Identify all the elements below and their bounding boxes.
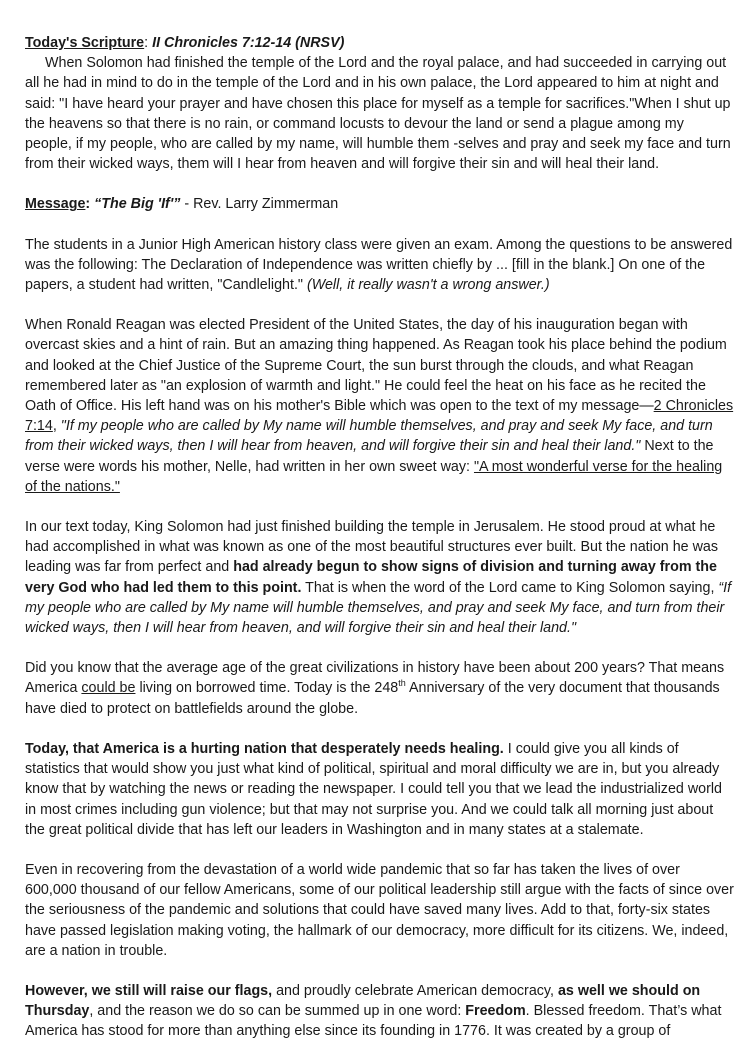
paragraph-solomon-bold: had already begun to show signs of division and turning away from the very God who had led them to this point. [25,559,717,596]
scripture-heading: Today's Scripture [25,35,145,51]
message-heading: Message [25,196,86,213]
paragraph-freedom-text-c: . Blessed freedom. That’s what America has stood for more than anything else since its founding in 1776. It was created by a group of [25,1003,722,1040]
paragraph-solomon-quote: “If my people who are called by My name will humble themselves, and pray and seek My face, and turn from their wicked ways, then I will hear from heaven, and will forgive their sin and heal their land." [25,579,732,637]
paragraph-hurting-nation-text: I could give you all kinds of statistics that would show you just what kind of political, spiritual and moral difficulty we are in, but you already know that by watching the news or reading the newspaper. I could tell you that we lead the industrialized world in most crimes including gun violence; but that may not surprise you. And we could talk all morning just about the great political divide that has left our leaders in Washington and in many states at a stalemate. [25,740,722,838]
could-be-underlined: could be [81,680,136,697]
paragraph-hurting-nation-bold: Today, that America is a hurting nation that desperately needs healing. [25,740,504,757]
scripture-reference: II Chronicles 7:12-14 (NRSV) [152,35,345,51]
paragraph-hurting-nation [25,739,734,840]
paragraph-reagan-comma: , [52,418,61,435]
scripture-text: When Solomon had finished the temple of the Lord and the royal palace, and had succeeded in carrying out all he had in mind to do in the temple of the Lord and in his own palace, the Lord appeared to him at night and said: "I have heard your prayer and have chosen this place for myself as a temple for sacrifices."When I shut up the heavens so that there is no rain, or command locusts to devour the land or send a plague among my people, if my people, who are called by my name, will humble them -selves and pray and seek my face and turn from their wicked ways, them will I hear from heaven and will forgive their sin and will heal their land. [25,55,731,173]
paragraph-freedom-bold-3: Freedom [465,1003,526,1020]
paragraph-civilizations-text-a: Did you know that the average age of the great civilizations in history have been about 200 years? That means America [25,660,725,697]
paragraph-freedom-text-a: and proudly celebrate American democracy, [272,982,558,999]
scripture-header [25,33,734,53]
paragraph-reagan-quote: "If my people who are called by My name will humble themselves, and pray and seek My face, and turn from their wicked ways, then I will hear from heaven, and will forgive their sin and heal their land." [25,418,713,455]
message-title: “The Big 'If'” [94,196,181,213]
paragraph-exam-text: The students in a Junior High American history class were given an exam. Among the questions to be answered was the following: The Declaration of Independence was written chiefly by ... [fill in the blank.] On one of the papers, a student had written, "Candlelight." [25,236,733,294]
ordinal-superscript: th [398,678,406,689]
paragraph-reagan-text-a: When Ronald Reagan was elected President of the United States, the day of his inauguration began with overcast skies and a hint of rain. But an amazing thing happened. As Reagan took his place behind the podium and looked at the Chief Justice of the Supreme Court, the sun burst through the clouds, and what Reagan remembered later as "an explosion of warmth and light." He could feel the heat on his face as he recited the Oath of Office. His left hand was on his mother's Bible which was open to the text of my message— [25,317,727,415]
message-author: - Rev. Larry Zimmerman [180,196,339,213]
message-separator: : [85,196,95,213]
paragraph-exam-aside: (Well, it really wasn't a wrong answer.) [306,277,550,294]
paragraph-reagan-text-b: Next to the verse were words his mother, Nelle, had written in her own sweet way: [25,438,714,475]
paragraph-freedom-text-b: , and the reason we do so can be summed up in one word: [89,1003,466,1020]
scripture-separator: : [144,35,153,51]
paragraph-solomon-text-b: That is when the word of the Lord came to King Solomon saying, [301,579,719,596]
paragraph-civilizations [25,658,734,719]
paragraph-solomon-text-a: In our text today, King Solomon had just finished building the temple in Jerusalem. He stood proud at what he had accomplished in what was known as one of the most beautiful structures ever built. But the nation he was leading was far from perfect and [25,519,718,576]
paragraph-civilizations-text-b: living on borrowed time. Today is the 248 [135,680,399,697]
paragraph-exam [25,235,734,296]
scripture-ref-link: 2 Chronicles 7:14 [25,398,734,435]
message-header [25,194,734,214]
paragraph-pandemic: Even in recovering from the devastation of a world wide pandemic that so far has taken the lives of over 600,000 thousand of our fellow Americans, some of our political leadership still argue with the facts of since over the seriousness of the pandemic and solutions that could have saved many lives. Add to that, forty-six states have passed legislation making voting, the hallmark of our democracy, more difficult for its citizens. We, indeed, are a nation in trouble. [25,861,734,959]
paragraph-civilizations-text-c: Anniversary of the very document that thousands have died to protect on battlefields around the globe. [25,680,720,717]
paragraph-reagan [25,315,734,497]
paragraph-freedom-bold-1: However, we still will raise our flags, [25,982,273,999]
paragraph-solomon [25,517,734,638]
paragraph-freedom [25,981,734,1042]
nelle-quote: "A most wonderful verse for the healing of the nations." [25,458,723,495]
paragraph-freedom-bold-2: as well we should on Thursday [25,982,701,1020]
